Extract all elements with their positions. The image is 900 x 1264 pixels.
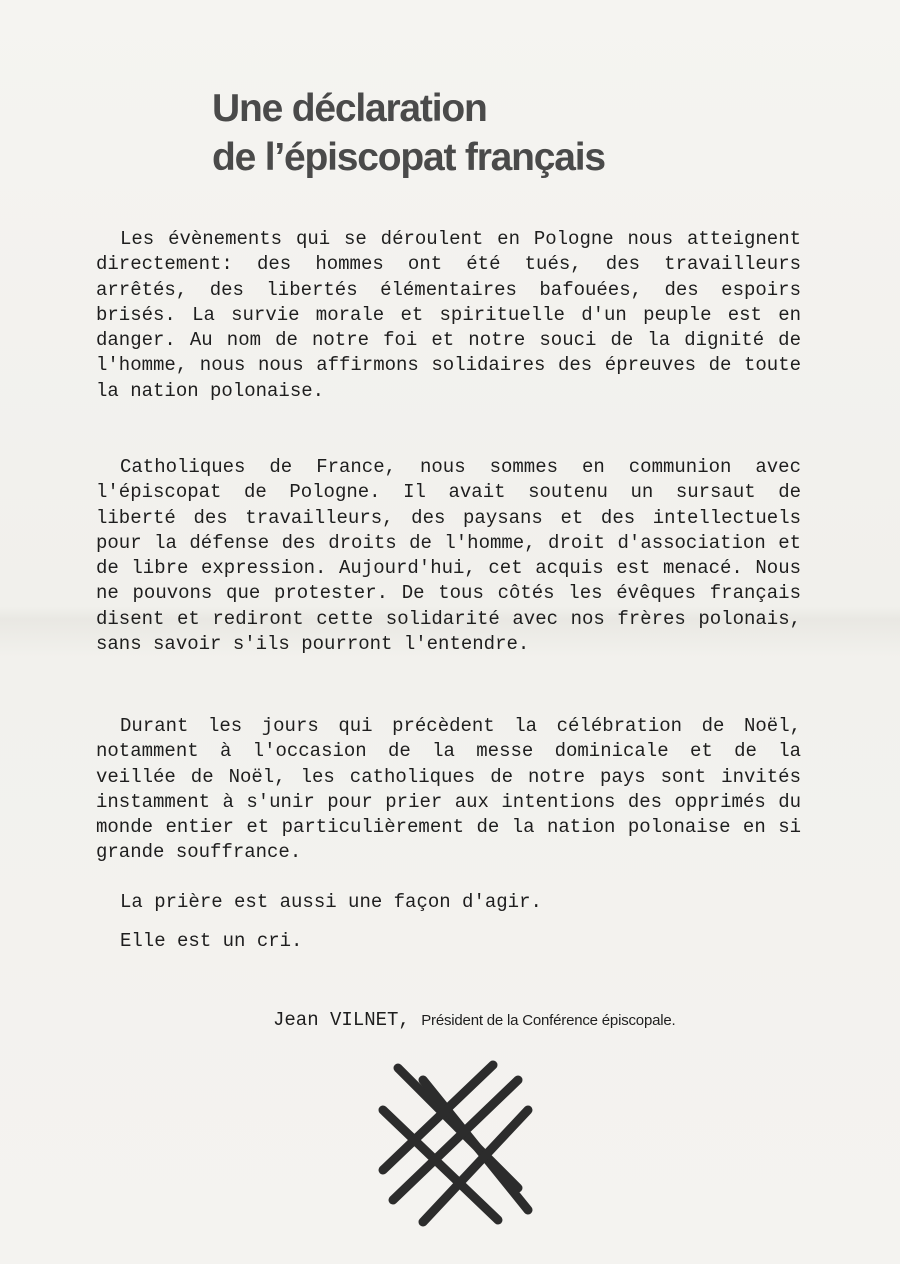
title-line-1: Une déclaration (212, 87, 487, 130)
signature-role: Président de la Conférence épiscopale. (421, 1012, 676, 1029)
document-title (212, 84, 672, 182)
closing-line-2: Elle est un cri. (120, 930, 303, 952)
closing-line-1: La prière est aussi une façon d'agir. (120, 891, 542, 913)
paragraph-3: Durant les jours qui précèdent la célébration de Noël, notamment à l'occasion de la messe dominicale et de la veillée de Noël, les catholiques de notre pays sont invités instamment à s'unir pour prier aux intentions des opprimés du monde entier et particulièrement de la nation polonaise en si grande souffrance. (96, 715, 801, 864)
paragraph-1: Les évènements qui se déroulent en Pologne nous atteignent directement: des hommes ont été tués, des travailleurs arrêtés, des libertés élémentaires bafouées, des espoirs brisés. La survie morale et spirituelle d'un peuple est en danger. Au nom de notre foi et notre souci de la dignité de l'homme, nous nous affirmons solidaires des épreuves de toute la nation polonaise. (96, 228, 801, 402)
title-line-2: de l’épiscopat français (212, 136, 605, 179)
signature-name: Jean VILNET, (273, 1009, 410, 1031)
paragraph-2: Catholiques de France, nous sommes en communion avec l'épiscopat de Pologne. Il avait soutenu un sursaut de liberté des travailleurs, des paysans et des intellectuels pour la défense des droits de l'homme, droit d'association et de libre expression. Aujourd'hui, cet acquis est menacé. Nous ne pouvons que protester. De tous côtés les évêques français disent et rediront cette solidarité avec nos frères polonais, sans savoir s'ils pourront l'entendre. (96, 456, 801, 656)
crossed-lines-emblem-icon (378, 1060, 538, 1230)
signature-block (273, 1008, 675, 1033)
